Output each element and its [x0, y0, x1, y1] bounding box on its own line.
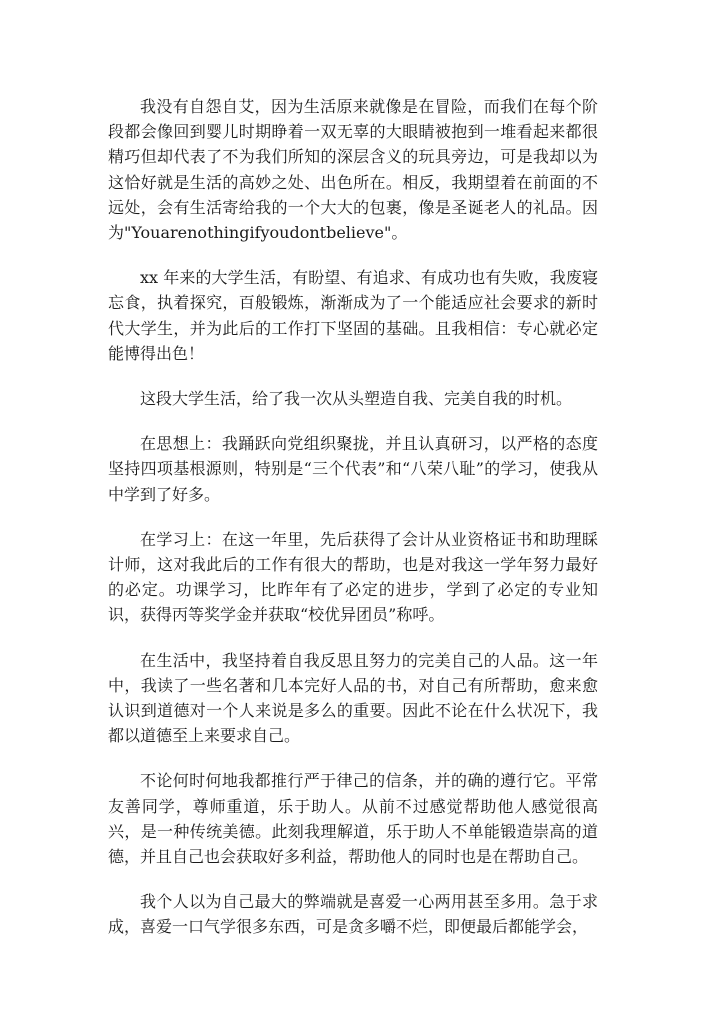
paragraph-6: 在生活中，我坚持着自我反思且努力的完美自己的人品。这一年中，我读了一些名著和几本完好人品的书，对自己有所帮助，愈来愈认识到道德对一个人来说是多么的重要。因此不论在什么状况下，我都以道德至上来要求自己。	[108, 650, 598, 746]
paragraph-2: xx 年来的大学生活，有盼望、有追求、有成功也有失败，我废寝忘食，执着探究，百般锻炼，渐渐成为了一个能适应社会要求的新时代大学生，并为此后的工作打下坚固的基础。且我相信：专心就必定能博得出色！	[108, 268, 598, 363]
paragraph-8: 我个人以为自己最大的弊端就是喜爱一心两用甚至多用。急于求成，喜爱一口气学很多东西，可是贪多嚼不烂，即便最后都能学会，	[108, 892, 598, 937]
paragraph-5: 在学习上：在这一年里，先后获得了会计从业资格证书和助理睬计师，这对我此后的工作有很大的帮助，也是对我这一学年努力最好的必定。功课学习，比昨年有了必定的进步，学到了必定的专业知识，获得丙等奖学金并获取“校优异团员”称呼。	[108, 529, 598, 625]
paragraph-1: 我没有自怨自艾，因为生活原来就像是在冒险，而我们在每个阶段都会像回到婴儿时期睁着一双无辜的大眼睛被抱到一堆看起来都很精巧但却代表了不为我们所知的深层含义的玩具旁边，可是我却以为这恰好就是生活的高妙之处、出色所在。相反，我期望着在前面的不远处，会有生活寄给我的一个大大的包裹，像是圣诞老人的礼品。因为"Youarenothingifyoudontbelieve"。	[108, 97, 598, 243]
paragraph-3: 这段大学生活，给了我一次从头塑造自我、完美自我的时机。	[140, 389, 573, 409]
paragraph-4: 在思想上：我踊跃向党组织聚拢，并且认真研习，以严格的态度坚持四项基根源则，特别是“三个代表”和“八荣八耻”的学习，使我从中学到了好多。	[108, 434, 598, 504]
paragraph-7: 不论何时何地我都推行严于律己的信条，并的确的遵行它。平常友善同学，尊师重道，乐于助人。从前不过感觉帮助他人感觉很高兴，是一种传统美德。此刻我理解道，乐于助人不单能锻造崇高的道德，并且自己也会获取好多利益，帮助他人的同时也是在帮助自己。	[108, 771, 598, 867]
document-body	[108, 94, 598, 940]
